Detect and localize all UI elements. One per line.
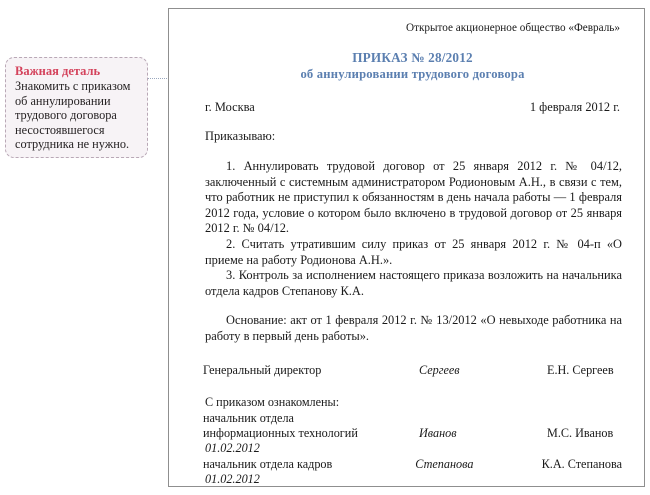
order-document-sheet (168, 8, 645, 487)
callout-title: Важная деталь (15, 64, 101, 78)
place-and-date-line (203, 100, 622, 115)
ack-1-spacer-sign (419, 411, 547, 426)
ack-2-signature: Степанова (415, 457, 474, 472)
important-detail-callout (5, 57, 148, 158)
clause-3: 3. Контроль за исполнением настоящего приказа возложить на начальника отдела кадров Степанову К.А. (205, 268, 622, 298)
order-keyword: Приказываю: (205, 129, 276, 143)
director-signature-row (203, 363, 622, 378)
ack-2-name: К.А. Степанова (541, 457, 622, 472)
ack-1-name: М.С. Иванов (547, 425, 614, 440)
date-of-issue: 1 февраля 2012 г. (529, 100, 620, 114)
ack-1-signature: Иванов (419, 425, 457, 440)
place-of-issue: г. Москва (205, 100, 255, 114)
document-content (169, 9, 644, 487)
ack-1-role-line1: начальник отдела (203, 410, 294, 425)
clause-1: 1. Аннулировать трудовой договор от 25 января 2012 г. № 04/12, заключенный с системным администратором Родионовым А.Н., в связи с тем, что работник не приступил к обязанностям в день начала работы — 1 февраля 2012 года, условие о котором было включено в трудовой договор от 25 января 2012 г. № 04/12. (205, 159, 622, 236)
ack-1-date: 01.02.2012 (205, 440, 260, 455)
table-row (203, 363, 622, 378)
director-name: Е.Н. Сергеев (547, 362, 614, 377)
callout-body-text: Знакомить с приказом об аннулировании трудового договора несостоявшегося сотрудника не нужно. (15, 79, 131, 152)
ack-2-date: 01.02.2012 (205, 472, 260, 487)
document-title-block (203, 49, 622, 83)
document-title-subtitle: об аннулировании трудового договора (300, 67, 525, 81)
acknowledgement-heading: С приказом ознакомлены: (205, 394, 340, 409)
director-role: Генеральный директор (203, 362, 322, 377)
company-name: Открытое акционерное общество «Февраль» (406, 22, 620, 34)
ack-1-spacer-name (547, 411, 622, 426)
table-row (203, 457, 622, 472)
acknowledgements-table (203, 411, 622, 441)
ack-1-role-line2: информационных технологий (203, 425, 358, 440)
table-row (203, 411, 622, 426)
director-signature: Сергеев (419, 362, 460, 377)
document-title-main: ПРИКАЗ № 28/2012 (352, 50, 473, 65)
ack-2-role: начальник отдела кадров (203, 457, 333, 472)
clause-2: 2. Считать утратившим силу приказ от 25 января 2012 г. № 04-п «О приеме на работу Родионова А.Н.». (205, 236, 622, 267)
basis-paragraph: Основание: акт от 1 февраля 2012 г. № 13/2012 «О невыходе работника на работу в первый день работы». (205, 313, 622, 343)
table-row (203, 426, 622, 441)
acknowledgement-row-2 (203, 457, 622, 472)
